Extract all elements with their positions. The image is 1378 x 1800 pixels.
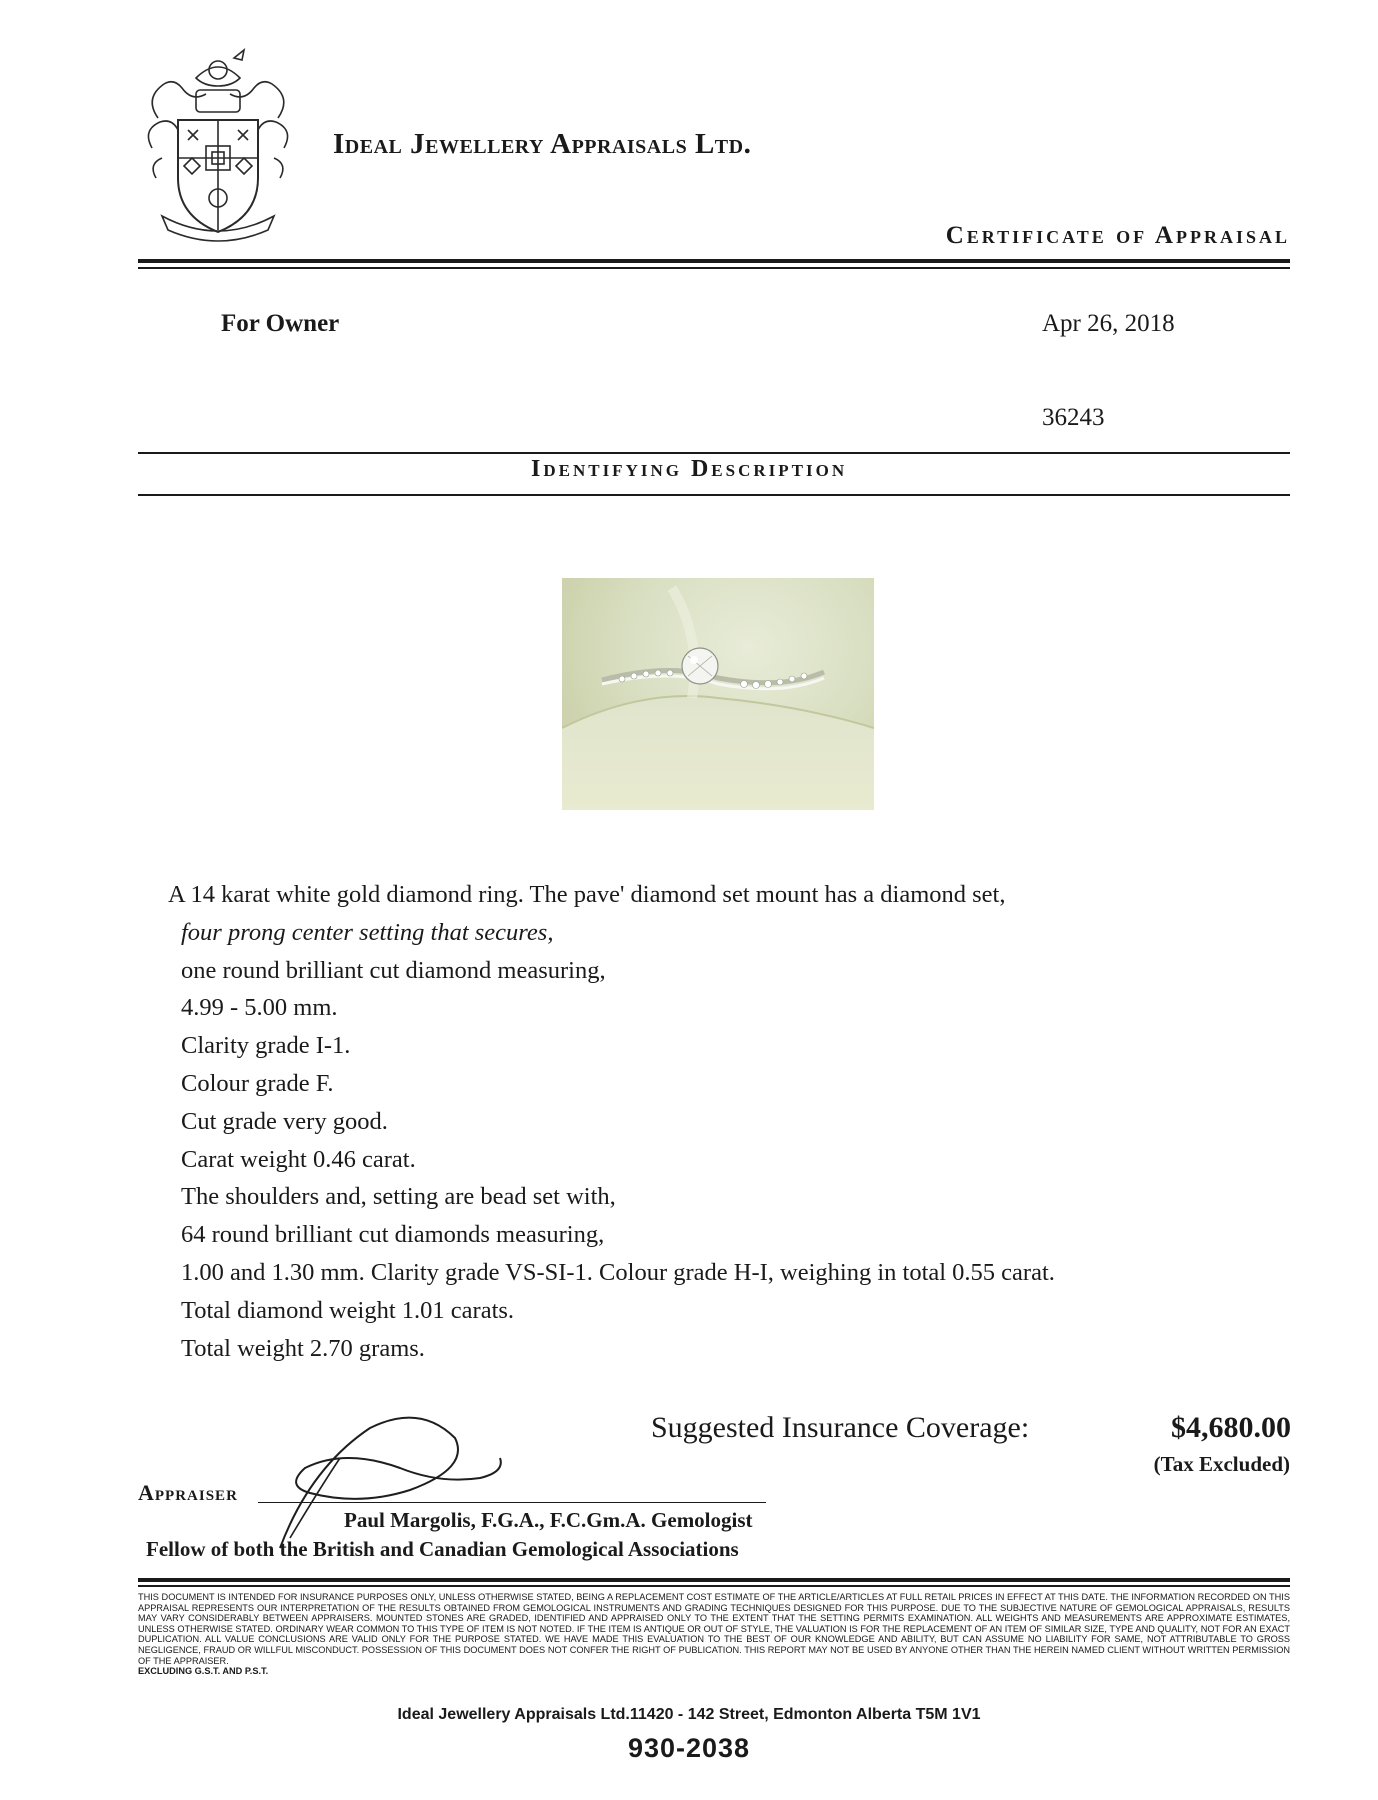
header-rule-thin	[138, 267, 1290, 269]
description-line: one round brilliant cut diamond measuring,	[181, 956, 606, 984]
section-rule-top	[138, 452, 1290, 454]
description-line: Colour grade F.	[181, 1069, 334, 1097]
section-title: Identifying Description	[531, 456, 848, 482]
description-line: A 14 karat white gold diamond ring. The pave' diamond set mount has a diamond set,	[168, 881, 1006, 908]
footer-address: Ideal Jewellery Appraisals Ltd.11420 - 142 Street, Edmonton Alberta T5M 1V1	[397, 1706, 981, 1723]
description-line: Cut grade very good.	[181, 1107, 388, 1135]
appraiser-fellowship: Fellow of both the British and Canadian Gemological Associations	[146, 1537, 739, 1561]
appraiser-name: Paul Margolis, F.G.A., F.C.Gm.A. Gemologist	[344, 1508, 753, 1532]
description-line: 1.00 and 1.30 mm. Clarity grade VS-SI-1. Colour grade H-I, weighing in total 0.55 carat.	[181, 1258, 1055, 1286]
description-line: 4.99 - 5.00 mm.	[181, 994, 338, 1022]
item-description	[168, 876, 1055, 1367]
section-rule-bottom	[138, 494, 1290, 496]
handwritten-signature	[250, 1398, 510, 1558]
description-line: Carat weight 0.46 carat.	[181, 1145, 416, 1173]
header-rule-thick	[138, 259, 1290, 263]
description-line: 64 round brilliant cut diamonds measuring,	[181, 1221, 605, 1249]
disclaimer-rule-thin	[138, 1585, 1290, 1587]
owner-label: For Owner	[221, 310, 340, 337]
coverage-amount: $4,680.00	[1171, 1411, 1291, 1444]
disclaimer-rule-thick	[138, 1578, 1290, 1582]
tax-note: (Tax Excluded)	[1153, 1452, 1290, 1476]
description-line: Total diamond weight 1.01 carats.	[181, 1296, 515, 1324]
description-line: Clarity grade I-1.	[181, 1032, 351, 1060]
coverage-label: Suggested Insurance Coverage:	[651, 1411, 1030, 1444]
ring-photo	[562, 578, 874, 810]
certificate-title: Certificate of Appraisal	[945, 222, 1290, 249]
description-line: The shoulders and, setting are bead set with,	[181, 1183, 616, 1211]
footer-phone: 930-2038	[627, 1733, 751, 1763]
disclaimer-text: THIS DOCUMENT IS INTENDED FOR INSURANCE PURPOSES ONLY, UNLESS OTHERWISE STATED, BEING A REPLACEMENT COST ESTIMATE OF THE ARTICLE/ARTICLES AT FULL RETAIL PRICES IN EFFECT AT THIS DATE. THE INFORMATION RECORDED ON THIS APPRAISAL REPRESENTS OUR INTERPRETATION OF THE RESULTS OBTAINED FROM GEMOLOGICAL INSTRUMENTS AND GRADING TECHNIQUES DESIGNED FOR THIS PURPOSE. DUE TO THE SUBJECTIVE NATURE OF GEMOLOGICAL APPRAISALS, RESULTS MAY VARY CONSIDERABLY BETWEEN APPRAISERS. MOUNTED STONES ARE GRADED, IDENTIFIED AND APPRAISED ONLY TO THE EXTENT THAT THE SETTING PERMITS EXAMINATION. ALL WEIGHTS AND MEASUREMENTS ARE APPROXIMATE ESTIMATES, UNLESS OTHERWISE STATED. ORDINARY WEAR COMMON TO THIS TYPE OF ITEM IS NOT NOTED. IF THE ITEM IS ANTIQUE OR OUT OF STYLE, THE VALUATION IS FOR THE REPLACEMENT OF AN ITEM OF SIMILAR SIZE, TYPE AND QUALITY, NOT FOR AN EXACT DUPLICATION. ALL VALUE CONCLUSIONS ARE VALID ONLY FOR THE PURPOSE STATED. WE HAVE MADE THIS EVALUATION TO THE BEST OF OUR KNOWLEDGE AND ABILITY, BUT CAN ASSUME NO LIABILITY FOR SAME, NOT ATTRIBUTABLE TO GROSS NEGLIGENCE, FRAUD OR WILLFUL MISCONDUCT. POSSESSION OF THIS DOCUMENT DOES NOT CONFER THE RIGHT OF PUBLICATION. THIS REPORT MAY NOT BE USED BY ANYONE OTHER THAN THE HEREIN NAMED CLIENT WITHOUT WRITTEN PERMISSION OF THE APPRAISER.	[138, 1592, 1290, 1666]
tax-exclusion-note: EXCLUDING G.S.T. AND P.S.T.	[138, 1666, 269, 1677]
crest-logo	[138, 48, 298, 244]
appraiser-label: Appraiser	[138, 1480, 238, 1505]
reference-number: 36243	[1042, 404, 1105, 431]
appraisal-date: Apr 26, 2018	[1042, 310, 1175, 337]
company-name: Ideal Jewellery Appraisals Ltd.	[333, 128, 752, 160]
disclaimer	[138, 1592, 1290, 1677]
description-line: four prong center setting that secures,	[181, 918, 554, 946]
ring-illustration	[562, 578, 874, 810]
description-line: Total weight 2.70 grams.	[181, 1334, 425, 1362]
